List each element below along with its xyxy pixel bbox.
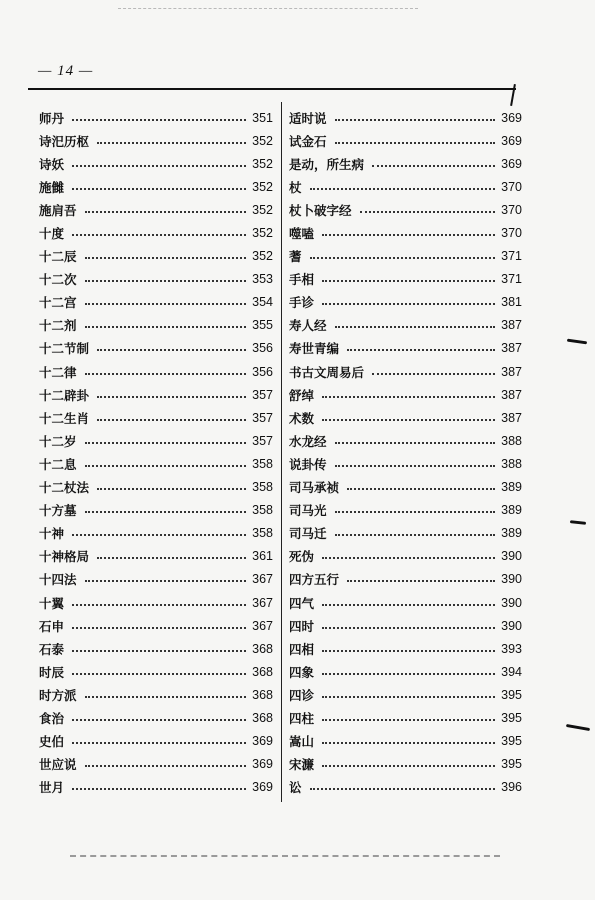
index-term: 蓍	[289, 249, 302, 265]
index-page-number: 351	[252, 110, 273, 125]
index-page-number: 369	[501, 156, 522, 171]
index-term: 史伯	[39, 734, 65, 750]
dot-leader	[72, 188, 246, 190]
index-page-number: 393	[501, 641, 522, 656]
index-entry	[39, 429, 273, 452]
index-term: 四柱	[289, 710, 315, 726]
dot-leader	[322, 742, 495, 744]
dot-leader	[85, 373, 247, 375]
index-term: 说卦传	[289, 456, 327, 472]
index-page-number: 369	[252, 734, 273, 749]
index-term: 舒绰	[289, 387, 315, 403]
index-page-number: 352	[252, 179, 273, 194]
index-page-number: 390	[501, 618, 522, 633]
index-page-number: 370	[501, 179, 522, 194]
index-page-number: 367	[252, 618, 273, 633]
index-entry	[289, 152, 522, 175]
margin-mark	[570, 520, 586, 525]
index-entry	[289, 614, 522, 637]
index-entry	[289, 568, 522, 591]
dot-leader	[72, 627, 246, 629]
index-entry	[289, 106, 522, 129]
index-page-number: 387	[501, 387, 522, 402]
dot-leader	[72, 534, 246, 536]
index-page-number: 367	[252, 572, 273, 587]
index-term: 十翼	[39, 595, 65, 611]
index-page-number: 357	[252, 387, 273, 402]
index-entry	[289, 591, 522, 614]
index-page-number: 395	[501, 734, 522, 749]
index-entry	[289, 337, 522, 360]
index-page-number: 390	[501, 595, 522, 610]
index-entry	[39, 337, 273, 360]
scan-artifact-top	[118, 8, 418, 9]
index-term: 诗汜历枢	[39, 133, 90, 149]
dot-leader	[85, 257, 247, 259]
dot-leader	[322, 234, 495, 236]
index-page-number: 352	[252, 156, 273, 171]
index-page-number: 396	[501, 780, 522, 795]
index-term: 手诊	[289, 295, 315, 311]
margin-mark	[566, 724, 590, 731]
index-term: 书古文周易后	[289, 364, 365, 380]
dot-leader	[85, 580, 247, 582]
index-page-number: 387	[501, 364, 522, 379]
index-term: 杖	[289, 179, 302, 195]
dot-leader	[335, 534, 496, 536]
index-entry	[289, 522, 522, 545]
index-page-number: 390	[501, 549, 522, 564]
index-entry	[39, 383, 273, 406]
index-page-number: 387	[501, 341, 522, 356]
index-term: 食治	[39, 710, 65, 726]
index-entry	[39, 245, 273, 268]
index-entry	[39, 152, 273, 175]
index-term: 诗妖	[39, 156, 65, 172]
index-page-number: 352	[252, 249, 273, 264]
index-page-number: 353	[252, 272, 273, 287]
dot-leader	[72, 788, 246, 790]
index-entry	[289, 245, 522, 268]
index-page-number: 358	[252, 526, 273, 541]
index-entry	[39, 660, 273, 683]
index-term: 宋濂	[289, 757, 315, 773]
dot-leader	[372, 165, 495, 167]
index-entry	[39, 129, 273, 152]
index-term: 十二节制	[39, 341, 90, 357]
dot-leader	[322, 303, 495, 305]
index-page-number: 394	[501, 664, 522, 679]
index-page-number: 356	[252, 341, 273, 356]
index-entry	[289, 476, 522, 499]
dot-leader	[310, 257, 496, 259]
dot-leader	[97, 488, 246, 490]
index-term: 讼	[289, 780, 302, 796]
index-entry	[39, 706, 273, 729]
dot-leader	[72, 719, 246, 721]
index-term: 水龙经	[289, 433, 327, 449]
dot-leader	[85, 765, 247, 767]
index-entry	[289, 360, 522, 383]
dot-leader	[72, 650, 246, 652]
dot-leader	[335, 119, 496, 121]
index-entry	[39, 221, 273, 244]
index-page-number: 395	[501, 757, 522, 772]
index-entry	[289, 129, 522, 152]
dot-leader	[310, 188, 496, 190]
dot-leader	[335, 326, 496, 328]
left-index-column	[39, 106, 273, 799]
index-entry	[39, 522, 273, 545]
index-page-number: 369	[252, 757, 273, 772]
dot-leader	[97, 142, 246, 144]
index-term: 十二杖法	[39, 480, 90, 496]
dot-leader	[322, 557, 495, 559]
dot-leader	[85, 303, 247, 305]
index-page-number: 357	[252, 410, 273, 425]
index-entry	[39, 476, 273, 499]
index-page-number: 357	[252, 433, 273, 448]
dot-leader	[85, 442, 247, 444]
index-term: 寿世青编	[289, 341, 340, 357]
index-entry	[289, 268, 522, 291]
dot-leader	[322, 719, 495, 721]
dot-leader	[85, 326, 247, 328]
index-page-number: 352	[252, 133, 273, 148]
dot-leader	[322, 673, 495, 675]
index-page-number: 352	[252, 202, 273, 217]
index-term: 施雠	[39, 179, 65, 195]
index-term: 司马光	[289, 503, 327, 519]
index-term: 四气	[289, 595, 315, 611]
index-term: 十方墓	[39, 503, 77, 519]
index-term: 十二息	[39, 456, 77, 472]
index-term: 十度	[39, 226, 65, 242]
index-term: 噬嗑	[289, 226, 315, 242]
index-entry	[39, 452, 273, 475]
index-page-number: 356	[252, 364, 273, 379]
index-page-number: 369	[501, 110, 522, 125]
index-entry	[289, 545, 522, 568]
index-term: 四时	[289, 618, 315, 634]
index-term: 十二宫	[39, 295, 77, 311]
dot-leader	[97, 349, 246, 351]
index-entry	[289, 452, 522, 475]
dot-leader	[72, 234, 246, 236]
index-page-number: 369	[252, 780, 273, 795]
index-term: 石泰	[39, 641, 65, 657]
index-entry	[39, 360, 273, 383]
index-page-number: 368	[252, 664, 273, 679]
dot-leader	[310, 788, 496, 790]
dot-leader	[85, 465, 247, 467]
dot-leader	[335, 142, 496, 144]
index-term: 十四法	[39, 572, 77, 588]
index-term: 施肩吾	[39, 202, 77, 218]
index-term: 寿人经	[289, 318, 327, 334]
dot-leader	[335, 442, 496, 444]
index-term: 死伪	[289, 549, 315, 565]
index-term: 石申	[39, 618, 65, 634]
index-entry	[289, 753, 522, 776]
index-term: 嵩山	[289, 734, 315, 750]
scan-artifact-bottom	[70, 855, 500, 857]
margin-mark	[567, 339, 587, 345]
dot-leader	[347, 580, 495, 582]
index-page-number: 387	[501, 410, 522, 425]
index-term: 世应说	[39, 757, 77, 773]
index-term: 十二岁	[39, 433, 77, 449]
index-entry	[289, 221, 522, 244]
index-term: 时辰	[39, 664, 65, 680]
column-divider	[281, 102, 282, 802]
index-entry	[289, 683, 522, 706]
index-term: 四相	[289, 641, 315, 657]
dot-leader	[322, 650, 495, 652]
index-page-number: 370	[501, 202, 522, 217]
dot-leader	[72, 119, 246, 121]
index-entry	[39, 291, 273, 314]
index-entry	[289, 429, 522, 452]
dot-leader	[72, 604, 246, 606]
index-term: 十二生肖	[39, 410, 90, 426]
index-page-number: 354	[252, 295, 273, 310]
dot-leader	[347, 349, 495, 351]
index-page-number: 368	[252, 710, 273, 725]
index-term: 四方五行	[289, 572, 340, 588]
index-term: 十二辰	[39, 249, 77, 265]
index-term: 四诊	[289, 687, 315, 703]
dot-leader	[322, 765, 495, 767]
index-page-number: 367	[252, 595, 273, 610]
index-page-number: 371	[501, 272, 522, 287]
dot-leader	[372, 373, 495, 375]
index-page-number: 390	[501, 572, 522, 587]
dot-leader	[97, 396, 246, 398]
index-page-number: 358	[252, 480, 273, 495]
index-entry	[289, 730, 522, 753]
dot-leader	[72, 165, 246, 167]
page-number-header: — 14 —	[38, 63, 94, 79]
dot-leader	[97, 557, 246, 559]
index-page-number: 369	[501, 133, 522, 148]
index-entry	[289, 198, 522, 221]
index-page-number: 358	[252, 503, 273, 518]
index-entry	[39, 683, 273, 706]
dot-leader	[322, 280, 495, 282]
index-page-number: 358	[252, 456, 273, 471]
dot-leader	[322, 419, 495, 421]
index-term: 术数	[289, 410, 315, 426]
index-page-number: 395	[501, 710, 522, 725]
dot-leader	[322, 396, 495, 398]
index-entry	[39, 568, 273, 591]
index-term: 司马迁	[289, 526, 327, 542]
index-entry	[289, 706, 522, 729]
dot-leader	[72, 673, 246, 675]
index-term: 是动，所生病	[289, 156, 365, 172]
index-entry	[39, 499, 273, 522]
header-rule	[28, 88, 516, 90]
dot-leader	[335, 511, 496, 513]
index-term: 杖卜破字经	[289, 202, 352, 218]
index-term: 十二次	[39, 272, 77, 288]
index-page-number: 388	[501, 433, 522, 448]
dot-leader	[85, 280, 247, 282]
index-entry	[289, 637, 522, 660]
index-term: 试金石	[289, 133, 327, 149]
index-term: 适时说	[289, 110, 327, 126]
index-entry	[39, 776, 273, 799]
index-entry	[39, 406, 273, 429]
dot-leader	[322, 627, 495, 629]
index-entry	[39, 545, 273, 568]
index-entry	[289, 660, 522, 683]
index-term: 司马承祯	[289, 480, 340, 496]
dot-leader	[85, 696, 247, 698]
index-entry	[39, 106, 273, 129]
right-index-column	[289, 106, 522, 799]
index-entry	[39, 614, 273, 637]
index-entry	[39, 753, 273, 776]
index-page-number: 371	[501, 249, 522, 264]
dot-leader	[335, 465, 496, 467]
index-entry	[39, 175, 273, 198]
index-term: 十神格局	[39, 549, 90, 565]
index-term: 十神	[39, 526, 65, 542]
index-page-number: 368	[252, 641, 273, 656]
index-term: 四象	[289, 664, 315, 680]
index-term: 十二剂	[39, 318, 77, 334]
dot-leader	[347, 488, 495, 490]
index-entry	[39, 591, 273, 614]
index-entry	[39, 730, 273, 753]
dot-leader	[97, 419, 246, 421]
index-page-number: 389	[501, 526, 522, 541]
index-entry	[289, 406, 522, 429]
index-page-number: 389	[501, 503, 522, 518]
dot-leader	[322, 696, 495, 698]
index-entry	[289, 291, 522, 314]
index-term: 师丹	[39, 110, 65, 126]
index-page-number: 388	[501, 456, 522, 471]
index-term: 世月	[39, 780, 65, 796]
index-entry	[289, 499, 522, 522]
index-entry	[39, 198, 273, 221]
index-entry	[39, 268, 273, 291]
index-page-number: 381	[501, 295, 522, 310]
dot-leader	[85, 211, 247, 213]
index-entry	[289, 175, 522, 198]
index-entry	[289, 776, 522, 799]
index-term: 十二律	[39, 364, 77, 380]
index-term: 时方派	[39, 687, 77, 703]
index-entry	[289, 383, 522, 406]
index-page-number: 395	[501, 687, 522, 702]
index-page-number: 368	[252, 687, 273, 702]
dot-leader	[85, 511, 247, 513]
index-page-number: 361	[252, 549, 273, 564]
index-page-number: 370	[501, 226, 522, 241]
dot-leader	[72, 742, 246, 744]
index-entry	[39, 637, 273, 660]
index-page-number: 352	[252, 226, 273, 241]
index-entry	[289, 314, 522, 337]
index-term: 十二辟卦	[39, 387, 90, 403]
index-entry	[39, 314, 273, 337]
index-page-number: 389	[501, 480, 522, 495]
index-term: 手相	[289, 272, 315, 288]
dot-leader	[360, 211, 496, 213]
index-page-number: 387	[501, 318, 522, 333]
index-page-number: 355	[252, 318, 273, 333]
dot-leader	[322, 604, 495, 606]
